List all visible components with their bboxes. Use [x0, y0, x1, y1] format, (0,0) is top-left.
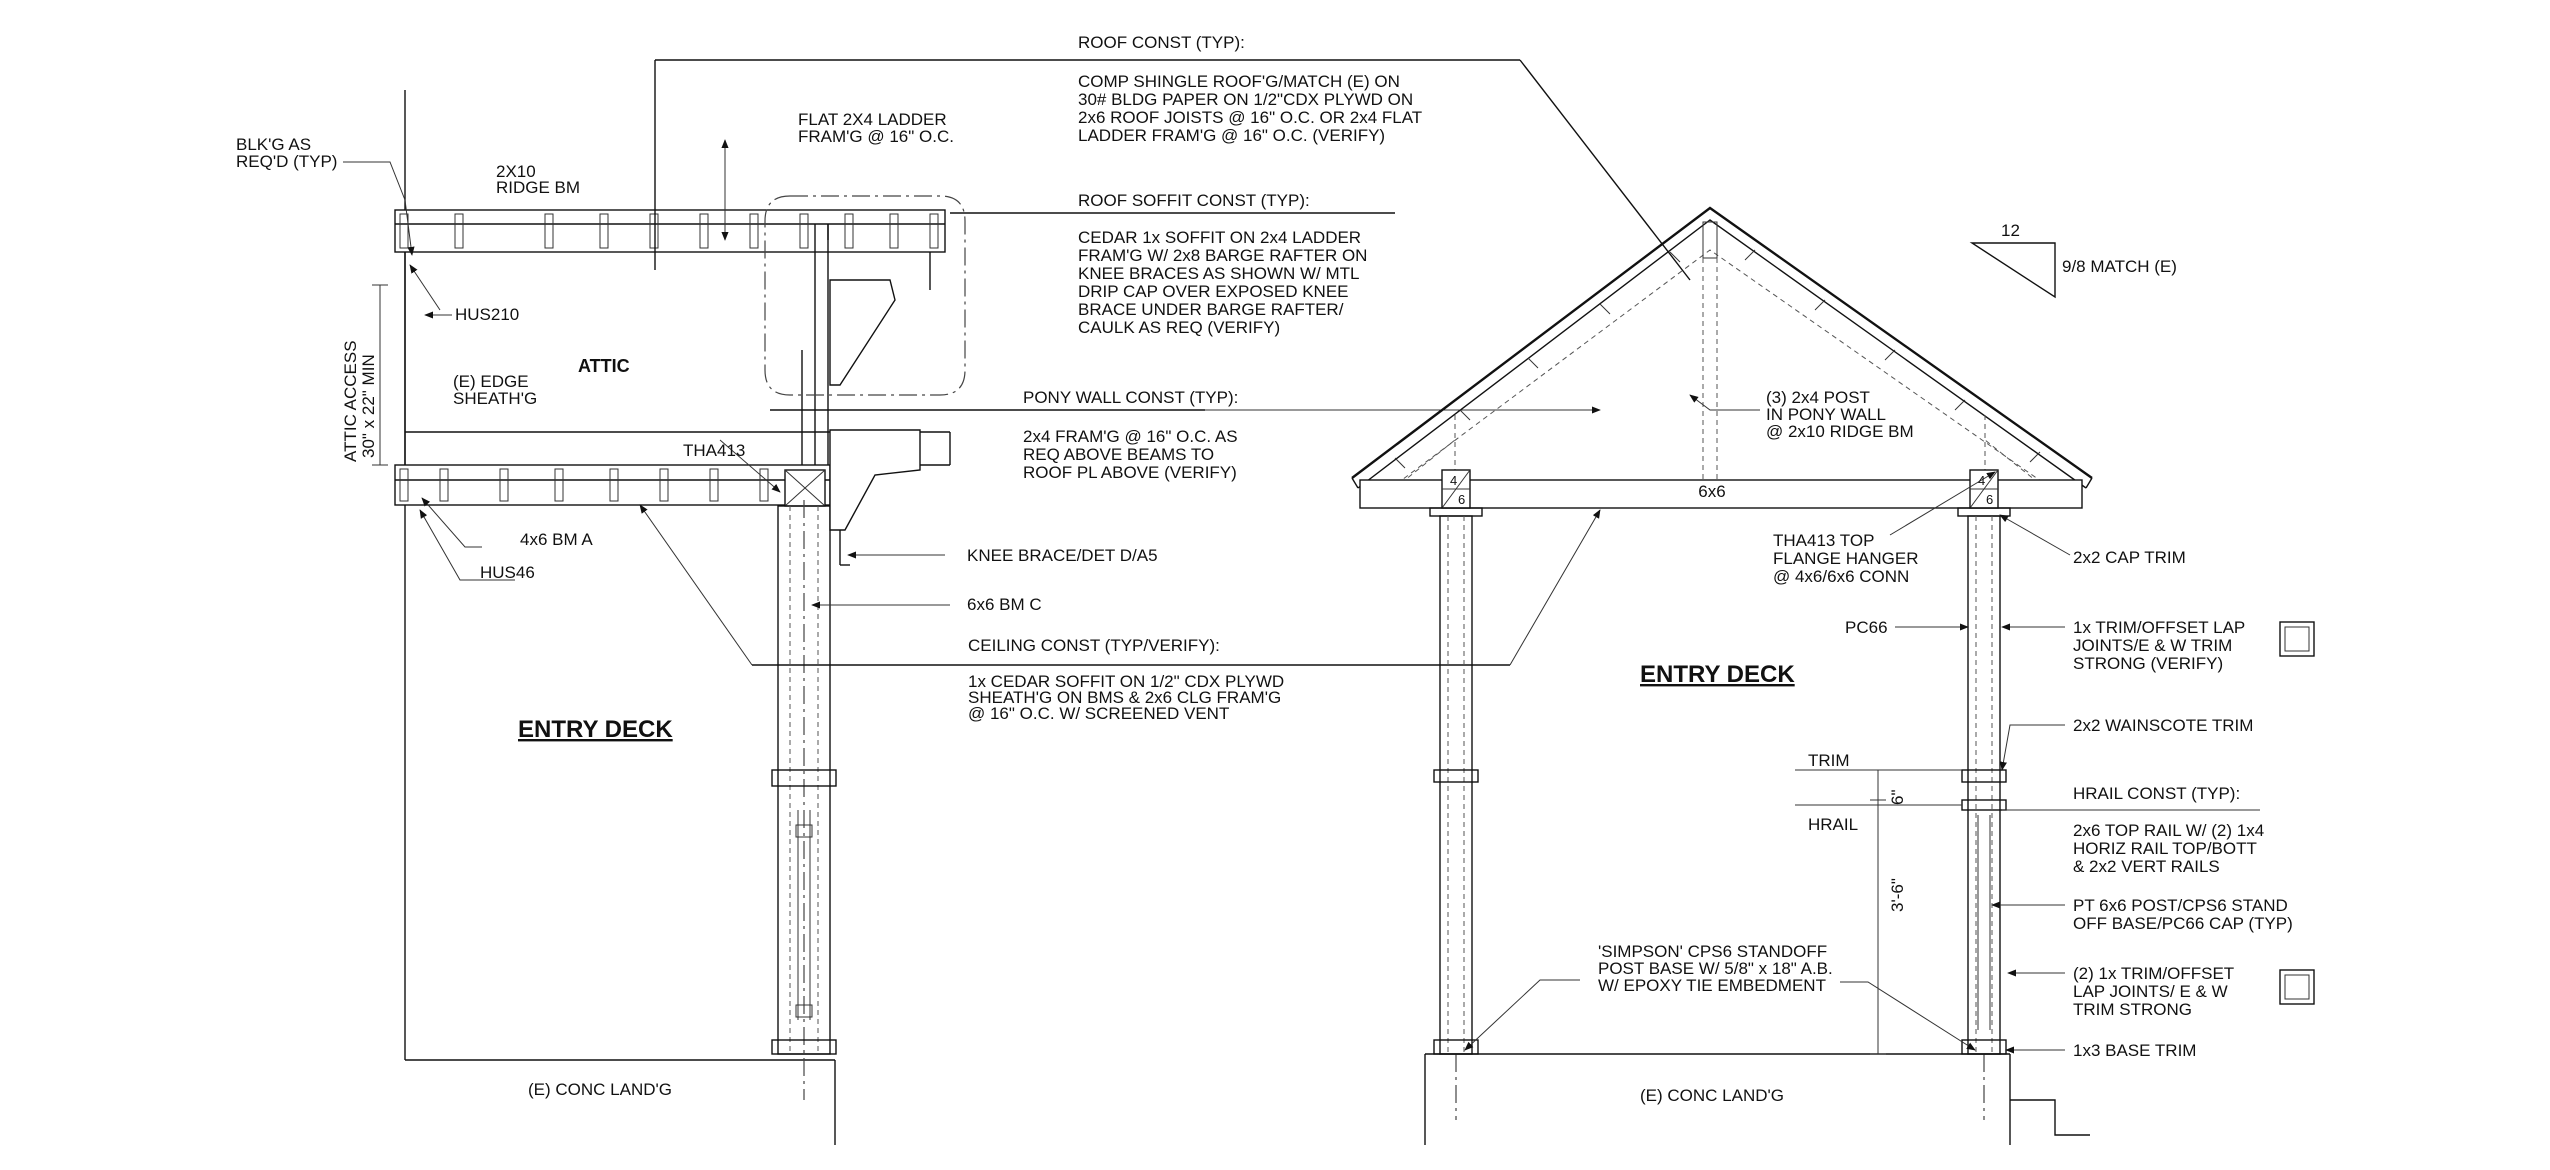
right-elevation-left-post: [1440, 516, 1472, 1054]
soffit-knee-brace-upper: [830, 280, 895, 385]
left-post-dim-bottom: 6: [1458, 492, 1466, 507]
trim2-label-3: TRIM STRONG: [2073, 1000, 2192, 1019]
ceiling-const-title: CEILING CONST (TYP/VERIFY):: [968, 636, 1220, 655]
ladder-framing-label: FLAT 2X4 LADDER: [798, 110, 947, 129]
simpson-label-2: POST BASE W/ 5/8" x 18" A.B.: [1598, 959, 1833, 978]
edge-sheathing-label-2: SHEATH'G: [453, 389, 538, 408]
pony-wall-line-2: REQ ABOVE BEAMS TO: [1023, 445, 1215, 464]
attic-label: ATTIC: [578, 356, 630, 376]
trim-offset-label-3: STRONG (VERIFY): [2073, 654, 2224, 673]
roof-const-line-3: 2x6 ROOF JOISTS @ 16" O.C. OR 2x4 FLAT: [1078, 108, 1423, 127]
ceiling-const-line-3: @ 16" O.C. W/ SCREENED VENT: [968, 704, 1230, 723]
pony-post-label: (3) 2x4 POST: [1766, 388, 1870, 407]
ridge-beam-label: 2X10: [496, 162, 536, 181]
simpson-label: 'SIMPSON' CPS6 STANDOFF: [1598, 942, 1828, 961]
trim2-label-2: LAP JOINTS/ E & W: [2073, 982, 2228, 1001]
blocking-label-2: REQ'D (TYP): [236, 152, 338, 171]
dim-36-label: 3'-6": [1888, 878, 1907, 912]
pony-post-label-3: @ 2x10 RIDGE BM: [1766, 422, 1914, 441]
pc66-label: PC66: [1845, 618, 1888, 637]
soffit-const-line-4: DRIP CAP OVER EXPOSED KNEE: [1078, 282, 1349, 301]
roof-const-line-1: COMP SHINGLE ROOF'G/MATCH (E) ON: [1078, 72, 1400, 91]
blocking-label: BLK'G AS: [236, 135, 312, 154]
knee-brace: [830, 430, 920, 530]
left-entry-deck-title: ENTRY DECK: [518, 716, 673, 743]
attic-access-size: 30" x 22" MIN: [359, 354, 378, 458]
hanger-label-2: FLANGE HANGER: [1773, 549, 1919, 568]
roof-const-title: ROOF CONST (TYP):: [1078, 33, 1245, 52]
roof-pitch-symbol: [1972, 243, 2055, 297]
pony-wall-title: PONY WALL CONST (TYP):: [1023, 388, 1239, 407]
right-conc-landing-label: (E) CONC LAND'G: [1640, 1086, 1784, 1105]
hus210-label: HUS210: [455, 305, 520, 324]
right-post-dim-top: 4: [1978, 473, 1986, 488]
attic-access-label: ATTIC ACCESS: [341, 340, 360, 462]
hrail-const-line-2: HORIZ RAIL TOP/BOTT: [2073, 839, 2257, 858]
dim-6-label: 6": [1888, 789, 1907, 805]
ceiling-const-line-2: SHEATH'G ON BMS & 2x6 CLG FRAM'G: [968, 688, 1282, 707]
base-trim-label: 1x3 BASE TRIM: [2073, 1041, 2197, 1060]
right-elevation-right-post: [1968, 516, 2000, 1054]
soffit-const-line-6: CAULK AS REQ (VERIFY): [1078, 318, 1281, 337]
simpson-label-3: W/ EPOXY TIE EMBEDMENT: [1598, 976, 1826, 995]
trim2-label: (2) 1x TRIM/OFFSET: [2073, 964, 2235, 983]
hanger-label-3: @ 4x6/6x6 CONN: [1773, 567, 1910, 586]
beam-c-label: 6x6 BM C: [967, 595, 1042, 614]
cap-trim-label: 2x2 CAP TRIM: [2073, 548, 2186, 567]
ceiling-const-line-1: 1x CEDAR SOFFIT ON 1/2" CDX PLYWD: [968, 672, 1285, 691]
construction-notes: [968, 33, 1422, 723]
pony-wall-line-1: 2x4 FRAM'G @ 16" O.C. AS: [1023, 427, 1238, 446]
pony-post-label-2: IN PONY WALL: [1766, 405, 1886, 424]
roof-const-line-2: 30# BLDG PAPER ON 1/2"CDX PLYWD ON: [1078, 90, 1414, 109]
beam-a-label: 4x6 BM A: [520, 530, 593, 549]
roof-const-line-4: LADDER FRAM'G @ 16" O.C. (VERIFY): [1078, 126, 1386, 145]
ladder-framing-label-2: FRAM'G @ 16" O.C.: [798, 127, 954, 146]
pitch-run-label: 12: [2001, 221, 2020, 240]
hrail-const-line-1: 2x6 TOP RAIL W/ (2) 1x4: [2073, 821, 2265, 840]
trim-offset-label-2: JOINTS/E & W TRIM: [2073, 636, 2233, 655]
trim-offset-label: 1x TRIM/OFFSET LAP: [2073, 618, 2246, 637]
right-entry-deck-title: ENTRY DECK: [1640, 661, 1795, 688]
ridge-beam-label-2: RIDGE BM: [496, 178, 581, 197]
soffit-const-line-3: KNEE BRACES AS SHOWN W/ MTL: [1078, 264, 1360, 283]
hrail-dim-label: HRAIL: [1808, 815, 1859, 834]
tha413-label: THA413: [683, 441, 746, 460]
pony-wall-line-3: ROOF PL ABOVE (VERIFY): [1023, 463, 1237, 482]
wainscote-label: 2x2 WAINSCOTE TRIM: [2073, 716, 2254, 735]
soffit-const-line-5: BRACE UNDER BARGE RAFTER/: [1078, 300, 1344, 319]
right-beam-size: 6x6: [1698, 482, 1726, 501]
soffit-const-title: ROOF SOFFIT CONST (TYP):: [1078, 191, 1310, 210]
trim-dim-label: TRIM: [1808, 751, 1850, 770]
left-conc-landing-label: (E) CONC LAND'G: [528, 1080, 672, 1099]
hus46-label: HUS46: [480, 563, 535, 582]
hanger-label: THA413 TOP: [1773, 531, 1875, 550]
hrail-const-title: HRAIL CONST (TYP):: [2073, 784, 2241, 803]
pt-post-label-2: OFF BASE/PC66 CAP (TYP): [2073, 914, 2293, 933]
edge-sheathing-label: (E) EDGE: [453, 372, 529, 391]
knee-brace-label: KNEE BRACE/DET D/A5: [967, 546, 1158, 565]
right-labels: [1450, 221, 2293, 1105]
pt-post-label: PT 6x6 POST/CPS6 STAND: [2073, 896, 2288, 915]
hrail-const-line-3: & 2x2 VERT RAILS: [2073, 857, 2220, 876]
left-labels: [236, 110, 1158, 1099]
soffit-const-line-2: FRAM'G W/ 2x8 BARGE RAFTER ON: [1078, 246, 1368, 265]
pitch-rise-label: 9/8 MATCH (E): [2062, 257, 2177, 276]
right-post-dim-bottom: 6: [1986, 492, 1994, 507]
left-post-dim-top: 4: [1450, 473, 1458, 488]
soffit-const-line-1: CEDAR 1x SOFFIT ON 2x4 LADDER: [1078, 228, 1362, 247]
